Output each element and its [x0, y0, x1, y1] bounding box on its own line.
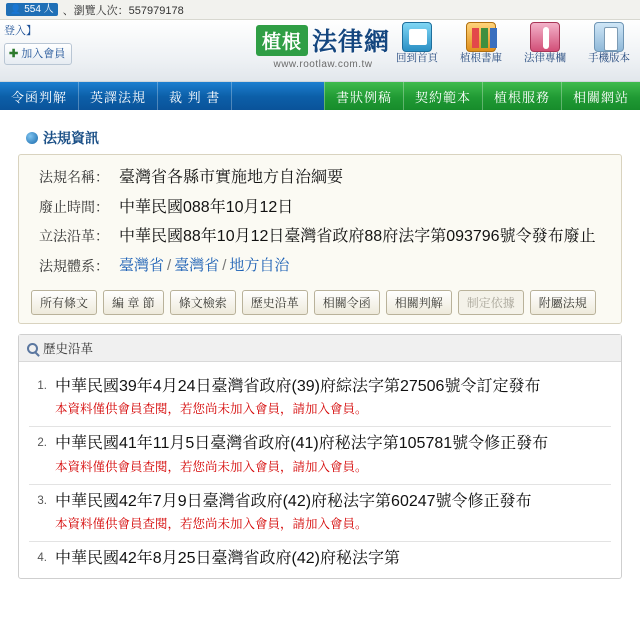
history-button[interactable]: 歷史沿革 [242, 290, 308, 315]
all-articles-button[interactable]: 所有條文 [31, 290, 97, 315]
history-item-text: 中華民國42年8月25日臺灣省政府(42)府秘法字第 [55, 549, 400, 567]
section-title-label: 法規資訊 [43, 130, 99, 146]
section-title-law-info [26, 128, 622, 148]
history-item-number: 4. [37, 551, 47, 564]
legislative-history-label: 立法沿革： [39, 228, 109, 245]
enactment-basis-button: 制定依據 [458, 290, 524, 315]
nav-item-orders-rulings[interactable]: 令函判解 [0, 82, 79, 110]
people-icon: 👤 [10, 3, 22, 14]
law-column-icon [530, 22, 560, 52]
search-icon [27, 343, 38, 354]
law-info-table [31, 165, 609, 282]
law-name-label: 法規名稱： [39, 169, 109, 185]
header-icon-bar [390, 20, 636, 65]
page-body [0, 110, 640, 579]
nav-item-related-sites[interactable]: 相關網站 [561, 82, 640, 110]
history-item-number: 1. [37, 380, 47, 393]
separator: / [222, 256, 227, 274]
table-row [31, 165, 609, 195]
chapters-button[interactable]: 編 章 節 [103, 290, 164, 315]
join-member-label: 加入會員 [21, 48, 66, 60]
header-mobile-button[interactable] [582, 20, 636, 65]
list-item[interactable] [29, 542, 611, 578]
nav-item-contract-templates[interactable]: 契約範本 [403, 82, 482, 110]
online-people-count: 554 人 [24, 4, 54, 15]
history-item-number: 2. [37, 437, 47, 450]
logo-badge-text: 植根 [256, 25, 308, 56]
member-only-note[interactable]: 本資料僅供會員查閱，若您尚未加入會員，請加入會員。 [55, 402, 368, 417]
nav-left-group [0, 82, 232, 110]
header-mobile-label: 手機版本 [588, 52, 630, 64]
table-row [31, 224, 609, 254]
header-home-button[interactable] [390, 20, 444, 65]
legislative-history-value: 中華民國88年10月12日臺灣省政府88府法字第093796號令發布廢止 [119, 228, 596, 246]
history-item-number: 3. [37, 494, 47, 507]
bullet-icon [26, 132, 38, 144]
law-system-links [119, 254, 609, 282]
subordinate-laws-button[interactable]: 附屬法規 [530, 290, 596, 315]
nav-right-group [324, 82, 640, 110]
login-link[interactable]: 登入】 [4, 25, 37, 37]
header-home-label: 回到首頁 [396, 52, 438, 64]
main-navigation [0, 82, 640, 110]
article-search-button[interactable]: 條文檢索 [170, 290, 236, 315]
list-item[interactable] [29, 370, 611, 427]
abolish-time-label: 廢止時間： [39, 198, 109, 215]
nav-item-judgments[interactable]: 裁 判 書 [158, 82, 232, 110]
table-row [31, 254, 609, 282]
law-name-value: 臺灣省各縣市實施地方自治綱要 [119, 169, 344, 186]
member-only-note[interactable]: 本資料僅供會員查閱，若您尚未加入會員，請加入會員。 [55, 459, 368, 474]
list-item[interactable] [29, 485, 611, 542]
history-item-text: 中華民國41年11月5日臺灣省政府(41)府秘法字第105781號令修正發布 [55, 435, 549, 453]
history-panel [18, 334, 622, 579]
history-item-text: 中華民國42年7月9日臺灣省政府(42)府秘法字第60247號令修正發布 [55, 492, 532, 510]
history-panel-header [19, 335, 621, 362]
list-item[interactable] [29, 427, 611, 484]
law-system-label: 法規體系： [39, 257, 109, 274]
nav-item-english-laws[interactable]: 英譯法規 [79, 82, 158, 110]
site-header [0, 20, 640, 82]
books-icon [466, 22, 496, 52]
law-system-link-3[interactable]: 地方自治 [229, 256, 290, 274]
header-left-links [4, 22, 72, 65]
logo-main-text: 法律網 [312, 28, 391, 56]
history-item-text: 中華民國39年4月24日臺灣省政府(39)府綜法字第27506號令訂定發布 [55, 378, 541, 396]
separator: / [167, 256, 172, 274]
related-orders-button[interactable]: 相關令函 [314, 290, 380, 315]
plus-icon: ✚ [9, 48, 19, 60]
law-info-card [18, 154, 622, 324]
history-panel-title: 歷史沿革 [43, 342, 94, 357]
history-list [19, 362, 621, 578]
law-action-buttons [31, 290, 609, 315]
top-status-bar [0, 0, 640, 20]
member-only-note[interactable]: 本資料僅供會員查閱，若您尚未加入會員，請加入會員。 [55, 516, 368, 531]
header-library-label: 植根書庫 [460, 52, 502, 64]
law-system-link-1[interactable]: 臺灣省 [119, 256, 165, 274]
nav-item-document-samples[interactable]: 書狀例稿 [324, 82, 403, 110]
join-member-button[interactable] [4, 43, 72, 65]
table-row [31, 195, 609, 225]
header-law-column-button[interactable] [518, 20, 572, 65]
mobile-icon [594, 22, 624, 52]
logo-url-text: www.rootlaw.com.tw [273, 59, 373, 70]
visitor-count-text: 、瀏覽人次：557979178 [62, 4, 184, 17]
related-rulings-button[interactable]: 相關判解 [386, 290, 452, 315]
header-library-button[interactable] [454, 20, 508, 65]
header-law-column-label: 法律專欄 [524, 52, 566, 64]
abolish-time-value: 中華民國088年10月12日 [119, 198, 294, 216]
law-system-link-2[interactable]: 臺灣省 [174, 256, 220, 274]
nav-item-services[interactable]: 植根服務 [482, 82, 561, 110]
online-people-badge [6, 3, 58, 16]
home-icon [402, 22, 432, 52]
